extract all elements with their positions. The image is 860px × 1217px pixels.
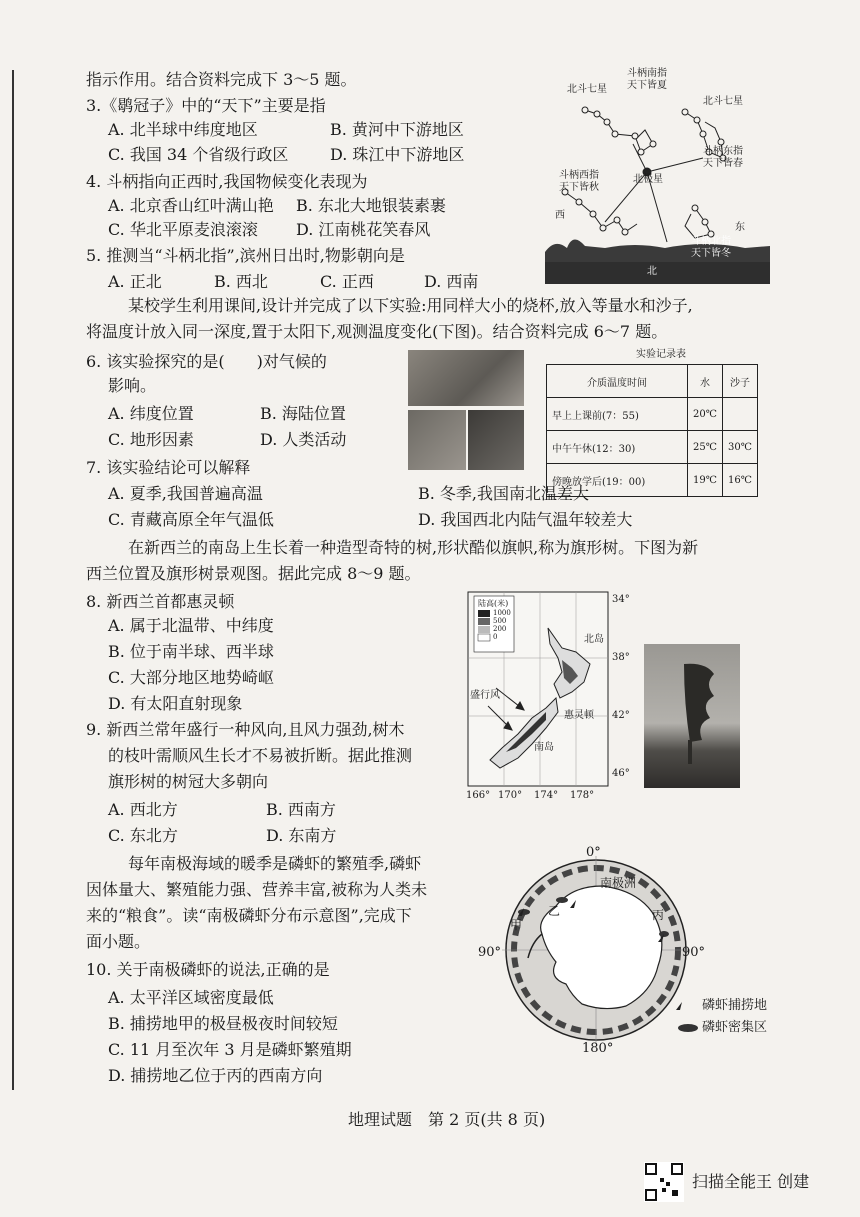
east-label: 东 bbox=[735, 222, 745, 233]
lat-label: 38° bbox=[612, 652, 630, 663]
nz-legend-value: 1000 bbox=[493, 609, 511, 617]
big-dipper-diagram bbox=[545, 62, 770, 284]
q10-option-d: D. 捕捞地乙位于丙的西南方向 bbox=[108, 1066, 323, 1085]
flag-tree-photo bbox=[644, 644, 740, 788]
map-180-label: 180° bbox=[582, 1041, 614, 1056]
krill-intro-1: 每年南极海域的暖季是磷虾的繁殖季,磷虾 bbox=[128, 854, 422, 873]
location-jia-label: 甲 bbox=[510, 918, 523, 932]
map-90-left-label: 90° bbox=[478, 945, 502, 960]
krill-intro-4: 面小题。 bbox=[86, 932, 151, 951]
lon-label: 174° bbox=[534, 790, 559, 801]
q5-stem: 5. 推测当“斗柄北指”,滨州日出时,物影朝向是 bbox=[86, 246, 405, 265]
krill-intro-3: 来的“粮食”。读“南极磷虾分布示意图”,完成下 bbox=[86, 906, 412, 925]
record-cell: 30℃ bbox=[723, 431, 758, 464]
record-cell: 傍晚放学后(19：00) bbox=[547, 464, 688, 497]
q5-option-c: C. 正西 bbox=[320, 272, 374, 291]
nz-legend-value: 200 bbox=[493, 625, 507, 633]
location-yi-label: 乙 bbox=[548, 904, 561, 918]
q6-option-d: D. 人类活动 bbox=[260, 430, 347, 449]
record-row bbox=[547, 398, 758, 431]
north-label: 北 bbox=[647, 266, 657, 277]
lat-label: 42° bbox=[612, 710, 630, 721]
experiment-photo-bottom-left bbox=[408, 410, 466, 470]
q10-option-c: C. 11 月至次年 3 月是磷虾繁殖期 bbox=[108, 1040, 352, 1059]
polaris-label: 北极星 bbox=[633, 174, 663, 185]
q10-option-b: B. 捕捞地甲的极昼极夜时间较短 bbox=[108, 1014, 338, 1033]
antarctica-label: 南极洲 bbox=[600, 876, 637, 890]
south-island-label: 南岛 bbox=[534, 742, 554, 753]
record-caption: 实验记录表 bbox=[636, 349, 686, 360]
q3-option-b: B. 黄河中下游地区 bbox=[330, 120, 464, 139]
q3-option-d: D. 珠江中下游地区 bbox=[330, 145, 465, 164]
record-cell: 19℃ bbox=[688, 464, 723, 497]
record-cell: 25℃ bbox=[688, 431, 723, 464]
map-0-label: 0° bbox=[586, 845, 601, 860]
q9-option-c: C. 东北方 bbox=[108, 826, 178, 845]
record-cell bbox=[723, 398, 758, 431]
q10-stem: 10. 关于南极磷虾的说法,正确的是 bbox=[86, 960, 330, 979]
new-zealand-map bbox=[466, 588, 636, 806]
q4-option-c: C. 华北平原麦浪滚滚 bbox=[108, 220, 258, 239]
q8-option-c: C. 大部分地区地势崎岖 bbox=[108, 668, 274, 687]
north-island-label: 北岛 bbox=[584, 634, 604, 645]
record-table bbox=[546, 364, 758, 497]
nz-legend-value: 500 bbox=[493, 617, 507, 625]
q9-stem-2: 的枝叶需顺风生长才不易被折断。据此推测 bbox=[108, 746, 413, 765]
record-head-row bbox=[547, 365, 758, 398]
record-cell: 早上上课前(7：55) bbox=[547, 398, 688, 431]
nz-intro-1: 在新西兰的南岛上生长着一种造型奇特的树,形状酷似旗帜,称为旗形树。下图为新 bbox=[128, 538, 699, 557]
lon-label: 178° bbox=[570, 790, 595, 801]
scanner-watermark: 扫描全能王 创建 bbox=[692, 1172, 810, 1191]
record-cell: 16℃ bbox=[723, 464, 758, 497]
record-head-cell: 水 bbox=[688, 365, 723, 398]
q3-stem: 3.《鹖冠子》中的“天下”主要是指 bbox=[86, 96, 326, 115]
map-90-right-label: 90° bbox=[682, 945, 706, 960]
q8-stem: 8. 新西兰首都惠灵顿 bbox=[86, 592, 235, 611]
q9-option-d: D. 东南方 bbox=[266, 826, 337, 845]
record-cell: 中午午休(12：30) bbox=[547, 431, 688, 464]
q9-stem-3: 旗形树的树冠大多朝向 bbox=[108, 772, 269, 791]
dipper-label-top-right: 北斗七星 bbox=[703, 96, 743, 107]
nz-legend-value: 0 bbox=[493, 633, 498, 641]
q5-option-b: B. 西北 bbox=[214, 272, 268, 291]
krill-intro-2: 因体量大、繁殖能力强、营养丰富,被称为人类未 bbox=[86, 880, 428, 899]
experiment-intro-1: 某校学生利用课间,设计并完成了以下实验:用同样大小的烧杯,放入等量水和沙子, bbox=[128, 296, 693, 315]
nz-legend-title: 陆高(米) bbox=[478, 599, 509, 608]
page-footer: 地理试题 第 2 页(共 8 页) bbox=[348, 1110, 546, 1129]
qr-code-icon bbox=[644, 1162, 684, 1202]
record-head-cell: 介质温度时间 bbox=[547, 365, 688, 398]
intro-line: 指示作用。结合资料完成下 3～5 题。 bbox=[86, 70, 357, 89]
location-bing-label: 丙 bbox=[652, 908, 665, 922]
lat-label: 34° bbox=[612, 594, 630, 605]
q6-option-a: A. 纬度位置 bbox=[108, 404, 194, 423]
q8-option-a: A. 属于北温带、中纬度 bbox=[108, 616, 274, 635]
q3-option-a: A. 北半球中纬度地区 bbox=[108, 120, 258, 139]
q4-stem: 4. 斗柄指向正西时,我国物候变化表现为 bbox=[86, 172, 368, 191]
q5-option-a: A. 正北 bbox=[108, 272, 162, 291]
q4-option-a: A. 北京香山红叶满山艳 bbox=[108, 196, 274, 215]
q6-option-c: C. 地形因素 bbox=[108, 430, 194, 449]
q7-option-a: A. 夏季,我国普遍高温 bbox=[108, 484, 263, 503]
lon-label: 170° bbox=[498, 790, 523, 801]
q7-stem: 7. 该实验结论可以解释 bbox=[86, 458, 251, 477]
record-head-cell: 沙子 bbox=[723, 365, 758, 398]
q9-stem-1: 9. 新西兰常年盛行一种风向,且风力强劲,树木 bbox=[86, 720, 405, 739]
q10-option-a: A. 太平洋区域密度最低 bbox=[108, 988, 274, 1007]
lon-label: 166° bbox=[466, 790, 491, 801]
dipper-label-south: 斗柄南指 天下皆夏 bbox=[627, 68, 667, 91]
dipper-label-east: 斗柄东指 天下皆春 bbox=[703, 146, 743, 169]
antarctic-krill-map bbox=[476, 846, 776, 1060]
q4-option-b: B. 东北大地银装素裹 bbox=[296, 196, 446, 215]
wellington-label: 惠灵顿 bbox=[564, 710, 594, 721]
q7-option-b: B. 冬季,我国南北温差大 bbox=[418, 484, 590, 503]
dipper-label-north: 斗柄北指 天下皆冬 bbox=[691, 236, 731, 259]
west-label: 西 bbox=[555, 210, 565, 221]
dipper-label-west: 斗柄西指 天下皆秋 bbox=[559, 170, 599, 193]
lat-label: 46° bbox=[612, 768, 630, 779]
q9-option-a: A. 西北方 bbox=[108, 800, 178, 819]
legend-dense-label: 磷虾密集区 bbox=[702, 1020, 768, 1035]
prevailing-wind-label: 盛行风 bbox=[470, 690, 500, 701]
scan-edge-line bbox=[12, 70, 14, 1090]
q4-option-d: D. 江南桃花笑春风 bbox=[296, 220, 431, 239]
dipper-label-top-left: 北斗七星 bbox=[567, 84, 607, 95]
q6-stem-1: 6. 该实验探究的是( )对气候的 bbox=[86, 352, 327, 371]
q6-option-b: B. 海陆位置 bbox=[260, 404, 346, 423]
q9-option-b: B. 西南方 bbox=[266, 800, 336, 819]
q8-option-d: D. 有太阳直射现象 bbox=[108, 694, 243, 713]
record-row bbox=[547, 431, 758, 464]
q5-option-d: D. 西南 bbox=[424, 272, 479, 291]
q6-stem-2: 影响。 bbox=[108, 376, 157, 395]
experiment-photo-top bbox=[408, 350, 524, 406]
q3-option-c: C. 我国 34 个省级行政区 bbox=[108, 145, 289, 164]
experiment-photo-bottom-right bbox=[468, 410, 524, 470]
legend-catch-label: 磷虾捕捞地 bbox=[702, 998, 768, 1013]
q7-option-c: C. 青藏高原全年气温低 bbox=[108, 510, 274, 529]
experiment-intro-2: 将温度计放入同一深度,置于太阳下,观测温度变化(下图)。结合资料完成 6～7 题。 bbox=[86, 322, 668, 341]
q8-option-b: B. 位于南半球、西半球 bbox=[108, 642, 274, 661]
q7-option-d: D. 我国西北内陆气温年较差大 bbox=[418, 510, 633, 529]
record-cell: 20℃ bbox=[688, 398, 723, 431]
nz-intro-2: 西兰位置及旗形树景观图。据此完成 8～9 题。 bbox=[86, 564, 421, 583]
